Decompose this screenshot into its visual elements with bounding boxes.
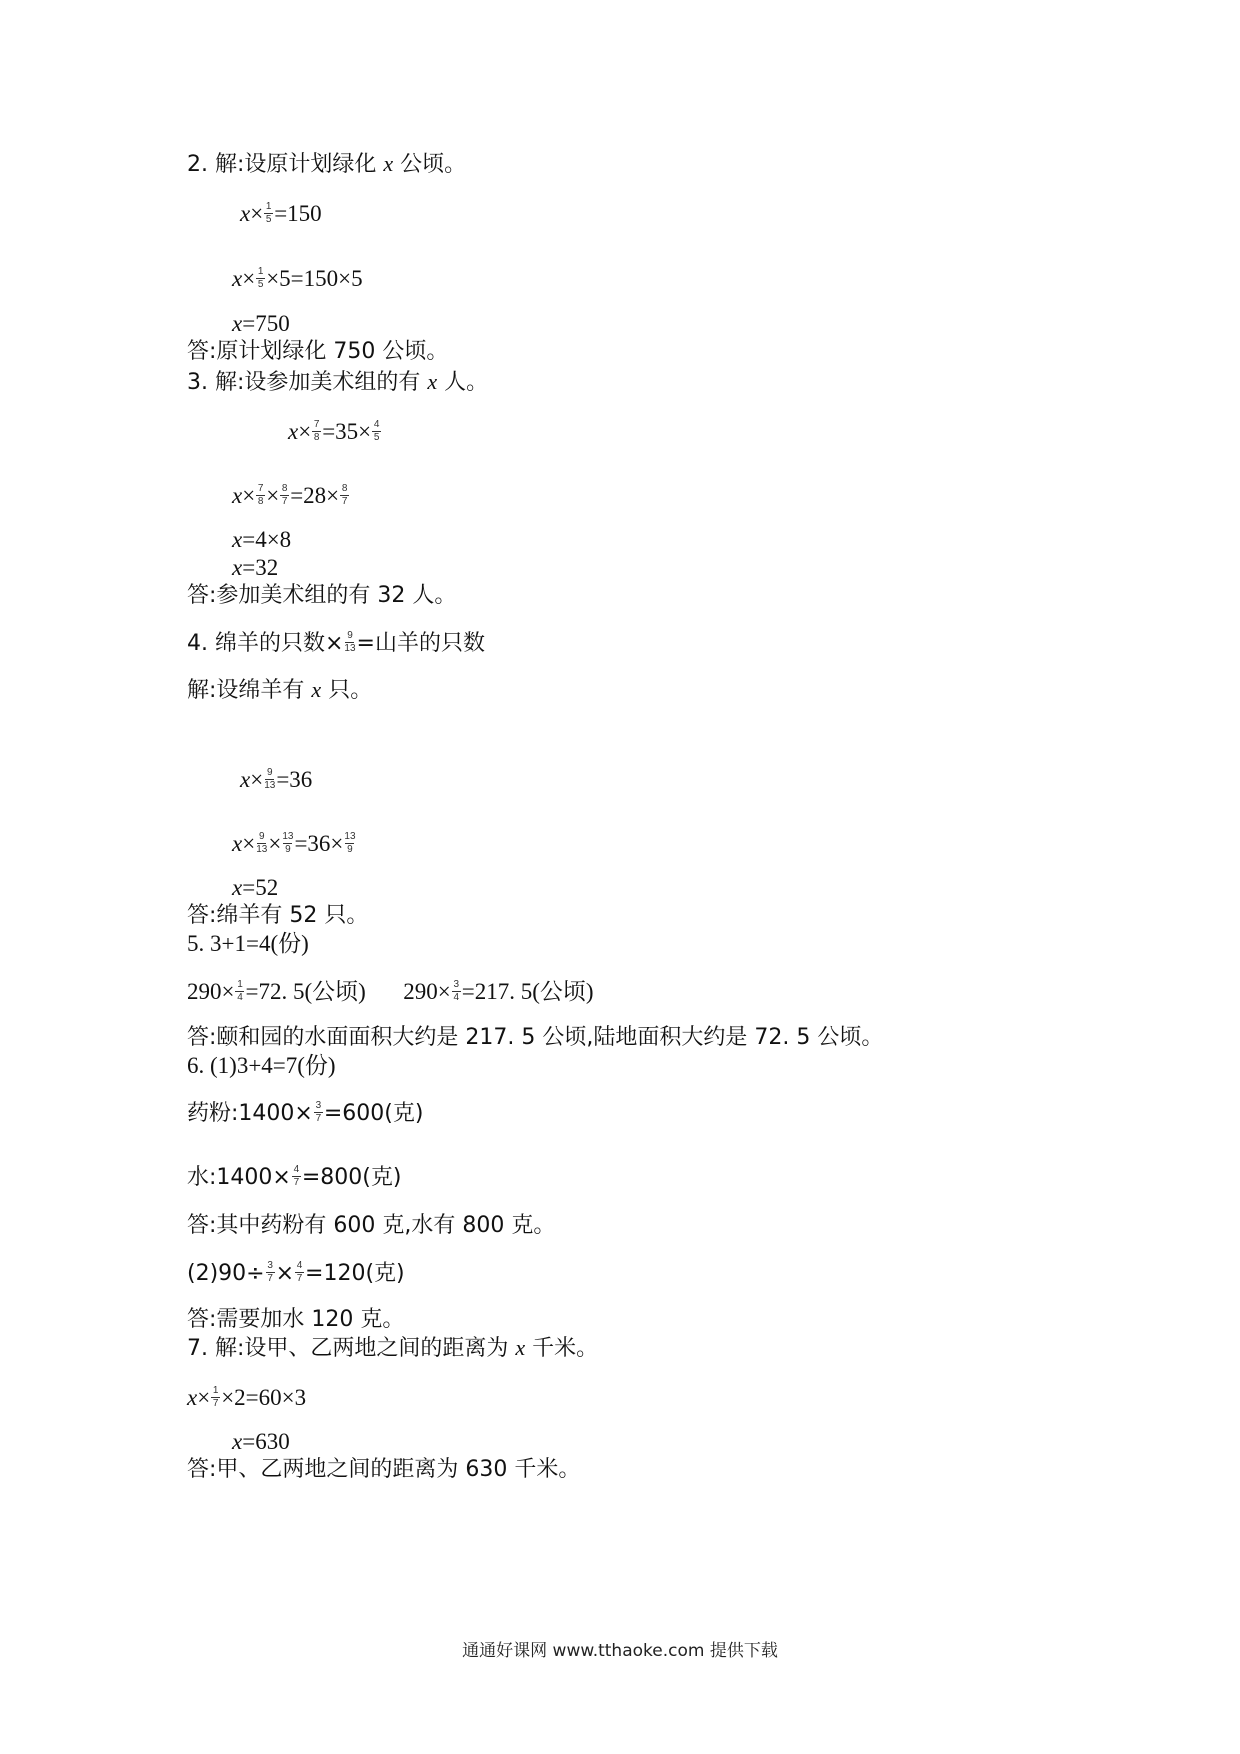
sec7-answer: 答:甲、乙两地之间的距离为 630 千米。 xyxy=(187,1457,581,1482)
sec6-water-line: 水:1400× $\frac{4}{7}$ =800(克) xyxy=(187,1163,402,1190)
fraction: $\frac{3}{7}$ xyxy=(267,1259,273,1284)
sec6-powder-line: 药粉:1400× $\frac{3}{7}$ =600(克) xyxy=(187,1099,424,1126)
sec4-equation-2: x× $\frac{9}{13}$ × $\frac{13}{9}$ =36× $\frac{13}{9}$ xyxy=(232,831,356,856)
sec7-heading: 7. 解:设甲、乙两地之间的距离为 x 千米。 xyxy=(187,1335,599,1361)
fraction: $\frac{4}{7}$ xyxy=(293,1163,300,1188)
sec2-heading: 2. 解:设原计划绿化 x 公顷。 xyxy=(187,151,467,177)
fraction: $\frac{8}{7}$ xyxy=(341,483,348,508)
sec5-calculation: 290× $\frac{1}{4}$ =72. 5(公顷) 290× $\frac{3}{4}$ =217. 5(公顷) xyxy=(187,979,594,1004)
sec2-answer: 答:原计划绿化 750 公顷。 xyxy=(187,339,449,364)
sec3-equation-3: x=4×8 xyxy=(232,527,292,552)
sec2-equation-1: x× $\frac{1}{5}$ =150 xyxy=(240,201,322,226)
fraction: $\frac{4}{7}$ xyxy=(296,1259,303,1284)
fraction: $\frac{1}{4}$ xyxy=(237,979,243,1004)
sec6-answer-1: 答:其中药粉有 600 克,水有 800 克。 xyxy=(187,1213,556,1238)
fraction: $\frac{7}{8}$ xyxy=(313,419,320,444)
fraction: $\frac{9}{13}$ xyxy=(264,767,276,792)
fraction: $\frac{1}{5}$ xyxy=(265,201,272,226)
fraction: $\frac{1}{7}$ xyxy=(212,1385,219,1410)
fraction: $\frac{7}{8}$ xyxy=(257,483,264,508)
sec3-equation-2: x× $\frac{7}{8}$ × $\frac{8}{7}$ =28× $\frac{8}{7}$ xyxy=(232,483,348,508)
sec2-equation-3: x=750 xyxy=(232,311,290,336)
sec7-equation-1: x× $\frac{1}{7}$ ×2=60×3 xyxy=(187,1385,307,1410)
sec3-answer: 答:参加美术组的有 32 人。 xyxy=(187,583,457,608)
sec4-equation-3: x=52 xyxy=(232,875,279,900)
footer-source-text: 通通好课网 www.tthaoke.com 提供下载 xyxy=(462,1641,778,1661)
sec6-heading: 6. (1)3+4=7(份) xyxy=(187,1053,336,1078)
fraction: $\frac{3}{7}$ xyxy=(315,1099,322,1124)
sec3-equation-1: x× $\frac{7}{8}$ =35× $\frac{4}{5}$ xyxy=(288,419,380,444)
fraction: $\frac{4}{5}$ xyxy=(373,419,380,444)
sec4-equation-1: x× $\frac{9}{13}$ =36 xyxy=(240,767,313,792)
sec7-equation-2: x=630 xyxy=(232,1429,290,1454)
sec5-answer: 答:颐和园的水面面积大约是 217. 5 公顷,陆地面积大约是 72. 5 公顷。 xyxy=(187,1025,884,1050)
sec6-part2-line: (2)90÷ $\frac{3}{7}$ × $\frac{4}{7}$ =120(克) xyxy=(187,1259,405,1286)
fraction: $\frac{9}{13}$ xyxy=(256,831,268,856)
fraction: $\frac{13}{9}$ xyxy=(344,831,356,856)
sec4-solution-heading: 解:设绵羊有 x 只。 xyxy=(187,677,373,703)
fraction: $\frac{8}{7}$ xyxy=(281,483,288,508)
sec4-answer: 答:绵羊有 52 只。 xyxy=(187,903,369,928)
sec5-heading: 5. 3+1=4(份) xyxy=(187,931,309,956)
fraction: $\frac{13}{9}$ xyxy=(282,831,294,856)
fraction: $\frac{1}{5}$ xyxy=(257,266,264,291)
fraction: $\frac{9}{13}$ xyxy=(344,629,356,654)
fraction: $\frac{3}{4}$ xyxy=(453,979,460,1004)
sec2-equation-2: x× $\frac{1}{5}$ ×5=150×5 xyxy=(232,266,363,291)
sec6-answer-2: 答:需要加水 120 克。 xyxy=(187,1307,405,1332)
sec4-heading: 4. 绵羊的只数× $\frac{9}{13}$ =山羊的只数 xyxy=(187,629,485,656)
sec3-heading: 3. 解:设参加美术组的有 x 人。 xyxy=(187,369,489,395)
sec3-equation-4: x=32 xyxy=(232,555,279,580)
